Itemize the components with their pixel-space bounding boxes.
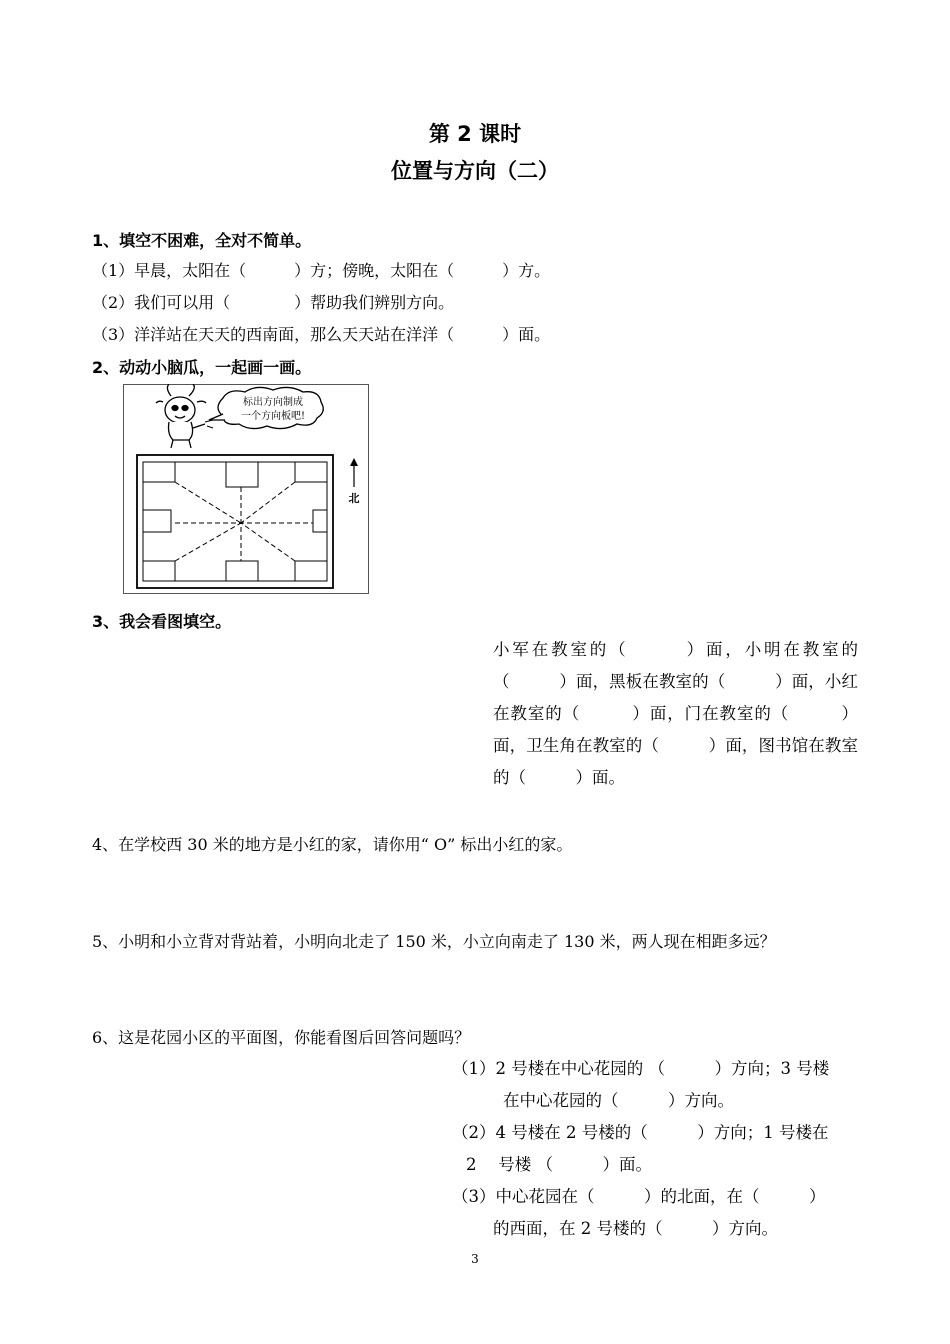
bubble-line-1: 标出方向制成: [243, 397, 303, 408]
direction-board-figure: [123, 384, 369, 594]
q6-heading: 6、这是花园小区的平面图，你能看图后回答问题吗？: [92, 1028, 471, 1047]
q5-text: 5、小明和小立背对背站着，小明向北走了 150 米，小立向南走了 130 米，两人现在相距多远？: [92, 932, 776, 951]
page-subtitle: 位置与方向（二）: [391, 159, 559, 183]
q6-line-2: 在中心花园的（ ）方向。: [503, 1091, 734, 1110]
q6-line-3: （2）4 号楼在 2 号楼的（ ）方向；1 号楼在: [452, 1123, 829, 1142]
page-title: 第 2 课时: [428, 122, 522, 146]
q6-line-4: 2 号楼 （ ）面。: [466, 1155, 652, 1174]
q6-line-1: （1）2 号楼在中心花园的 （ ）方向；3 号楼: [452, 1059, 830, 1078]
bubble-line-2: 一个方向板吧!: [240, 411, 306, 422]
direction-board-svg: [123, 384, 369, 594]
q1-heading: 1、填空不困难，全对不简单。: [92, 231, 312, 250]
q2-heading: 2、动动小脑瓜，一起画一画。: [92, 358, 312, 377]
speech-bubble: [209, 387, 323, 428]
q3-heading: 3、我会看图填空。: [92, 612, 232, 631]
q1-item-3: （3）洋洋站在天天的西南面，那么天天站在洋洋（ ）面。: [92, 325, 551, 344]
page-number: 3: [471, 1252, 479, 1266]
q6-line-5: （3）中心花园在（ ）的北面，在（ ）: [452, 1187, 826, 1206]
q6-line-6: 的西面，在 2 号楼的（ ）方向。: [493, 1219, 778, 1238]
north-label: 北: [348, 492, 360, 505]
q1-item-2: （2）我们可以用（ ）帮助我们辨别方向。: [92, 293, 455, 312]
q3-paragraph: 小军在教室的（ ）面，小明在教室的（ ）面，黑板在教室的（ ）面，小红在教室的（ ）面，门在教室的（ ）面，卫生角在教室的（ ）面，图书馆在教室的（ ）面。: [493, 640, 858, 787]
q1-item-1: （1）早晨，太阳在（ ）方；傍晚，太阳在（ ）方。: [92, 261, 551, 280]
q4-text: 4、在学校西 30 米的地方是小红的家，请你用“ O” 标出小红的家。: [92, 835, 573, 854]
